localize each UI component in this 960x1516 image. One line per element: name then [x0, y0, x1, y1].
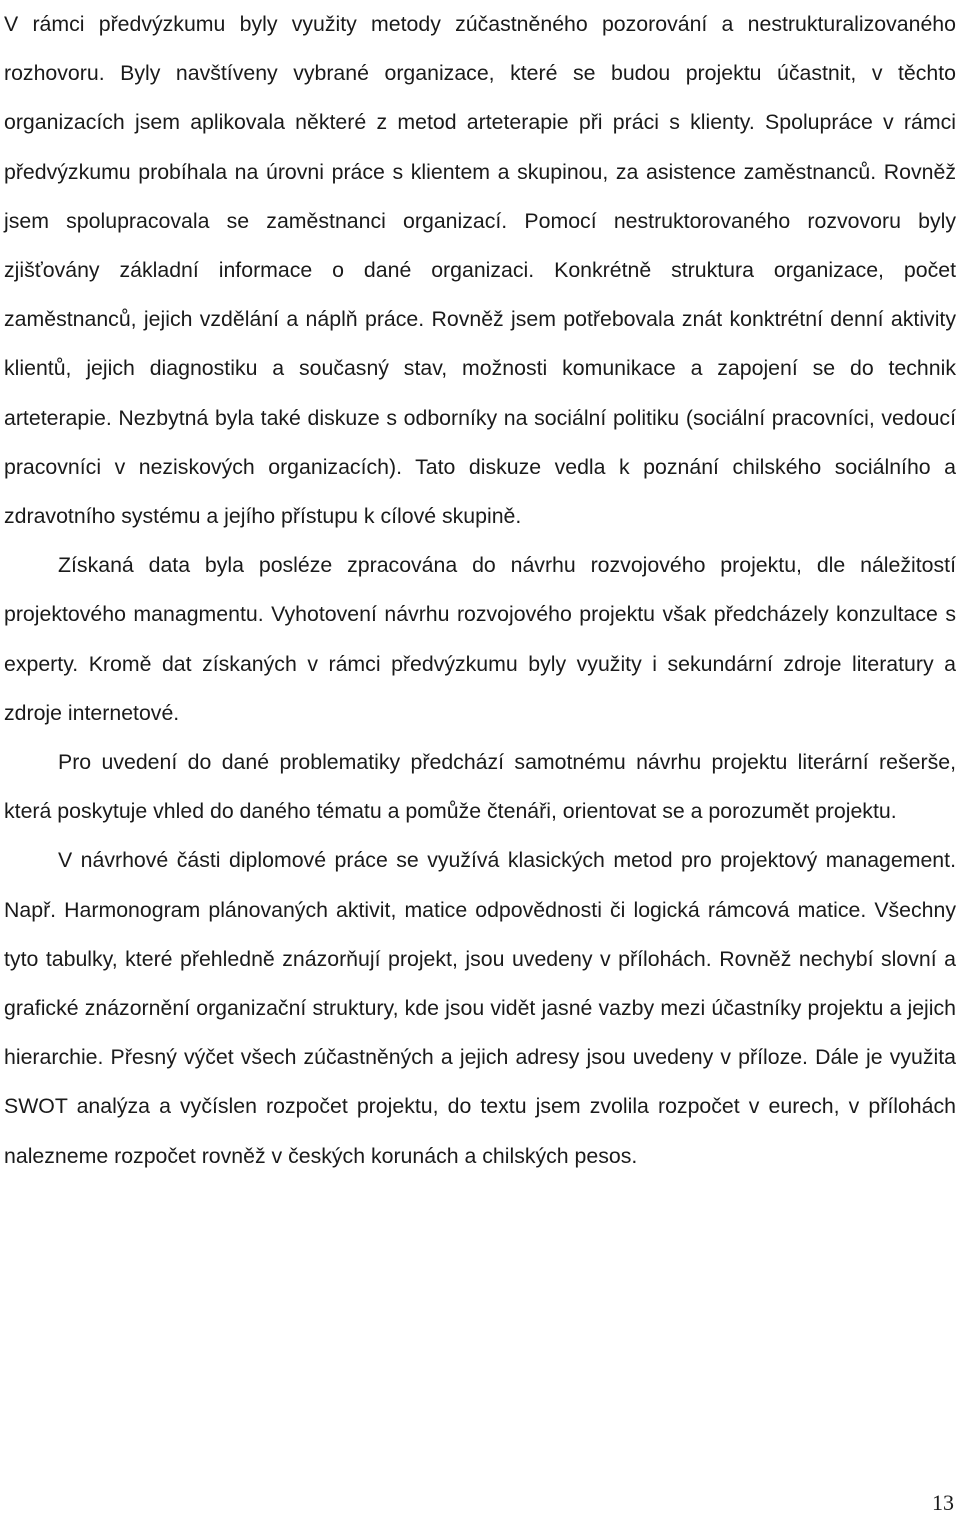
document-body — [4, 0, 956, 1181]
paragraph-uvedeni: Pro uvedení do dané problematiky předchází samotnému návrhu projektu literární rešerše, která poskytuje vhled do daného tématu a pomůže čtenáři, orientovat se a porozumět projektu. — [4, 750, 956, 824]
paragraph-navrhova-cast: V návrhové části diplomové práce se využívá klasických metod pro projektový management. Např. Harmonogram plánovaných aktivit, matice odpovědnosti či logická rámcová matice. Všechny tyto tabulky, které přehledně znázorňují projekt, jsou uvedeny v přílohách. Rovněž nechybí slovní a grafické znázornění organizační struktury, kde jsou vidět jasné vazby mezi účastníky projektu a jejich hierarchie. Přesný výčet všech zúčastněných a jejich adresy jsou uvedeny v příloze. Dále je využita SWOT analýza a vyčíslen rozpočet projektu, do textu jsem zvolila rozpočet v eurech, v přílohách nalezneme rozpočet rovněž v českých korunách a chilských pesos. — [4, 848, 956, 1168]
paragraph-ziskana-data: Získaná data byla posléze zpracována do návrhu rozvojového projektu, dle náležitostí projektového managmentu. Vyhotovení návrhu rozvojového projektu však předcházely konzultace s experty. Kromě dat získaných v rámci předvýzkumu byly využity i sekundární zdroje literatury a zdroje internetové. — [4, 553, 956, 725]
page-number: 13 — [932, 1490, 954, 1515]
paragraph-predvyzkum: V rámci předvýzkumu byly využity metody zúčastněného pozorování a nestrukturalizovaného rozhovoru. Byly navštíveny vybrané organizace, které se budou projektu účastnit, v těchto organizacích jsem aplikovala některé z metod arteterapie při práci s klienty. Spolupráce v rámci předvýzkumu probíhala na úrovni práce s klientem a skupinou, za asistence zaměstnanců. Rovněž jsem spolupracovala se zaměstnanci organizací. Pomocí nestruktorovaného rozvovoru byly zjišťovány základní informace o dané organizaci. Konkrétně struktura organizace, počet zaměstnanců, jejich vzdělání a náplň práce. Rovněž jsem potřebovala znát konktrétní denní aktivity klientů, jejich diagnostiku a současný stav, možnosti komunikace a zapojení se do technik arteterapie. Nezbytná byla také diskuze s odborníky na sociální politiku (sociální pracovníci, vedoucí pracovníci v neziskových organizacích). Tato diskuze vedla k poznání chilského sociálního a zdravotního systému a jejího přístupu k cílové skupině. — [4, 12, 956, 529]
